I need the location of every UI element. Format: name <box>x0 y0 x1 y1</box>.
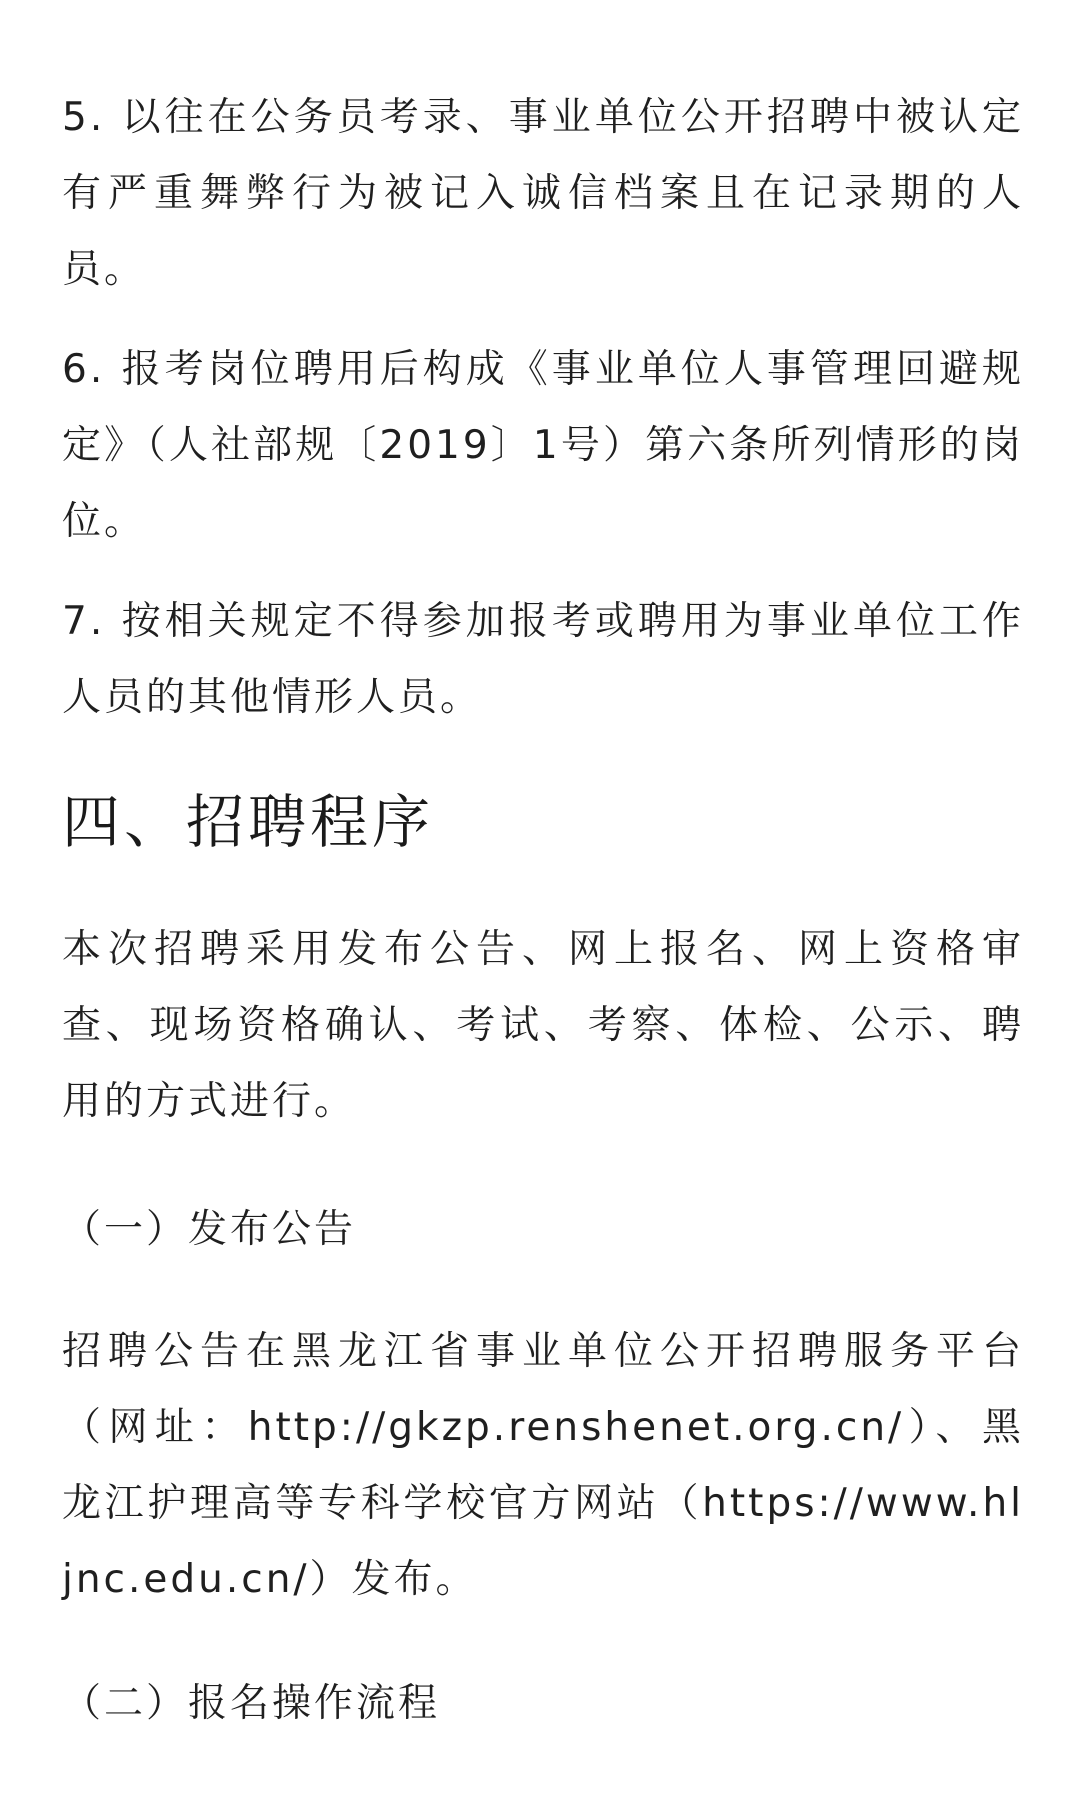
subsection-body: 招聘公告在黑龙江省事业单位公开招聘服务平台（网址：http://gkzp.renshenet.org.cn/）、黑龙江护理高等专科学校官方网站（https://www.hljnc.edu.cn/）发布。 <box>62 1329 1024 1602</box>
list-item: 6. 报考岗位聘用后构成《事业单位人事管理回避规定》（人社部规〔2019〕1号）第六条所列情形的岗位。 <box>62 347 1024 544</box>
list-item: 5. 以往在公务员考录、事业单位公开招聘中被认定有严重舞弊行为被记入诚信档案且在记录期的人员。 <box>62 95 1024 292</box>
subsection-heading: （一）发布公告 <box>62 1207 357 1252</box>
subsection-heading: （二）报名操作流程 <box>62 1681 441 1726</box>
list-item: 7. 按相关规定不得参加报考或聘用为事业单位工作人员的其他情形人员。 <box>62 599 1024 720</box>
section-intro: 本次招聘采用发布公告、网上报名、网上资格审查、现场资格确认、考试、考察、体检、公示、聘用的方式进行。 <box>62 927 1024 1124</box>
section-heading: 四、招聘程序 <box>62 788 435 856</box>
